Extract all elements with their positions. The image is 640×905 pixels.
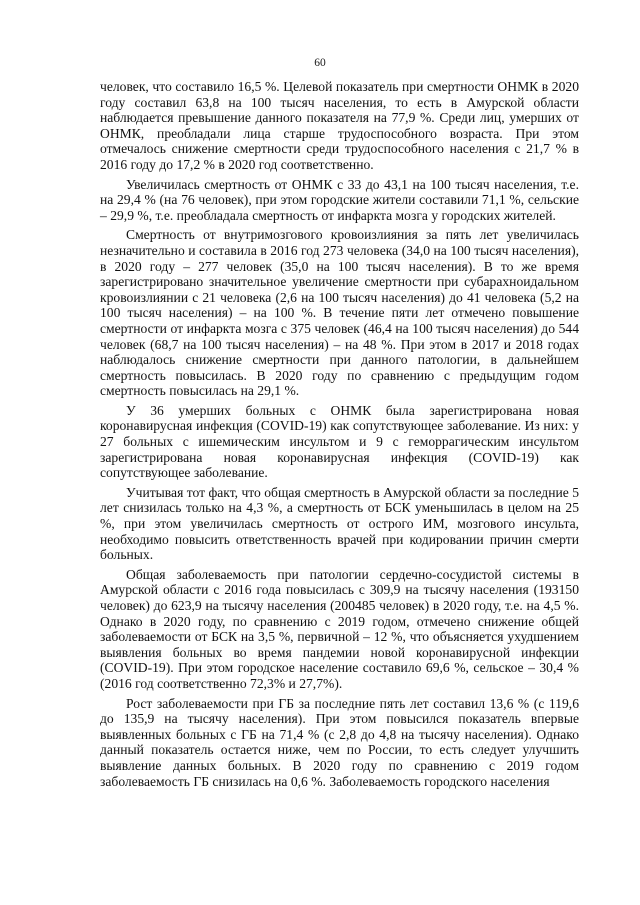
paragraph-continuation: человек, что составило 16,5 %. Целевой показатель при смертности ОНМК в 2020 году составил 63,8 на 100 тысяч населения, то есть в Амурской области наблюдается превышение данного показателя на 77,9 %. Среди лиц, умерших от ОНМК, преобладали лица старше трудоспособного возраста. При этом отмечалось снижение смертности среди трудоспособного населения с 21,7 % в 2016 году до 17,2 % в 2020 год соответственно. (100, 79, 579, 172)
paragraph: Рост заболеваемости при ГБ за последние пять лет составил 13,6 % (с 119,6 до 135,9 на тысячу населения). При этом повысился показатель впервые выявленных больных с ГБ на 71,4 % (с 2,8 до 4,8 на тысячу населения). Однако данный показатель остается ниже, чем по России, то есть следует улучшить выявление данных больных. В 2020 году по сравнению с 2019 годом заболеваемость ГБ снизилась на 0,6 %. Заболеваемость городского населения (100, 695, 579, 789)
paragraph: У 36 умерших больных с ОНМК была зарегистрирована новая коронавирусная инфекция (COVID-19) как сопутствующее заболевание. Из них: у 27 больных с ишемическим инсультом и 9 с геморрагическим инсультом зарегистрирована новая коронавирусная инфекция (COVID-19) как сопутствующее заболевание. (100, 402, 579, 481)
body-text (100, 79, 579, 789)
page-number: 60 (314, 57, 326, 69)
paragraph: Общая заболеваемость при патологии сердечно-сосудистой системы в Амурской области с 2016 года повысилась с 309,9 на тысячу населения (193150 человек) до 623,9 на тысячу населения (200485 человек) в 2020 году, т.е. на 4,5 %. Однако в 2020 году, по сравнению с 2019 годом, отмечено снижение общей заболеваемости от БСК на 3,5 %, первичной – 12 %, что объясняется ухудшением выявления больных во время пандемии новой коронавирусной инфекции (COVID-19). При этом городское население составило 69,6 %, сельское – 30,4 % (2016 год соответственно 72,3% и 27,7%). (100, 566, 579, 691)
paragraph: Увеличилась смертность от ОНМК с 33 до 43,1 на 100 тысяч населения, т.е. на 29,4 % (на 76 человек), при этом городские жители составили 71,1 %, сельские – 29,9 %, т.е. преобладала смертность от инфаркта мозга у городских жителей. (100, 176, 579, 223)
paragraph: Смертность от внутримозгового кровоизлияния за пять лет увеличилась незначительно и составила в 2016 год 273 человека (34,0 на 100 тысяч населения), в 2020 году – 277 человек (35,0 на 100 тысяч населения). В то же время зарегистрировано значительное увеличение смертности при субарахноидальном кровоизлиянии с 21 человека (2,6 на 100 тысяч населения) до 41 человека (5,2 на 100 тысяч населения) – на 100 %. В течение пяти лет отмечено повышение смертности от инфаркта мозга с 375 человек (46,4 на 100 тысяч населения) до 544 человек (68,7 на 100 тысяч населения) – на 48 %. При этом в 2017 и 2018 годах наблюдалось снижение смертности при данного патологии, в дальнейшем смертность повысилась. В 2020 году по сравнению с предыдущим годом смертность повысилась на 29,1 %. (100, 227, 579, 399)
paragraph: Учитывая тот факт, что общая смертность в Амурской области за последние 5 лет снизилась только на 4,3 %, а смертность от БСК уменьшилась в целом на 25 %, при этом увеличилась смертность от острого ИМ, мозгового инсульта, необходимо повысить ответственность врачей при кодировании причин смерти больных. (100, 484, 579, 563)
